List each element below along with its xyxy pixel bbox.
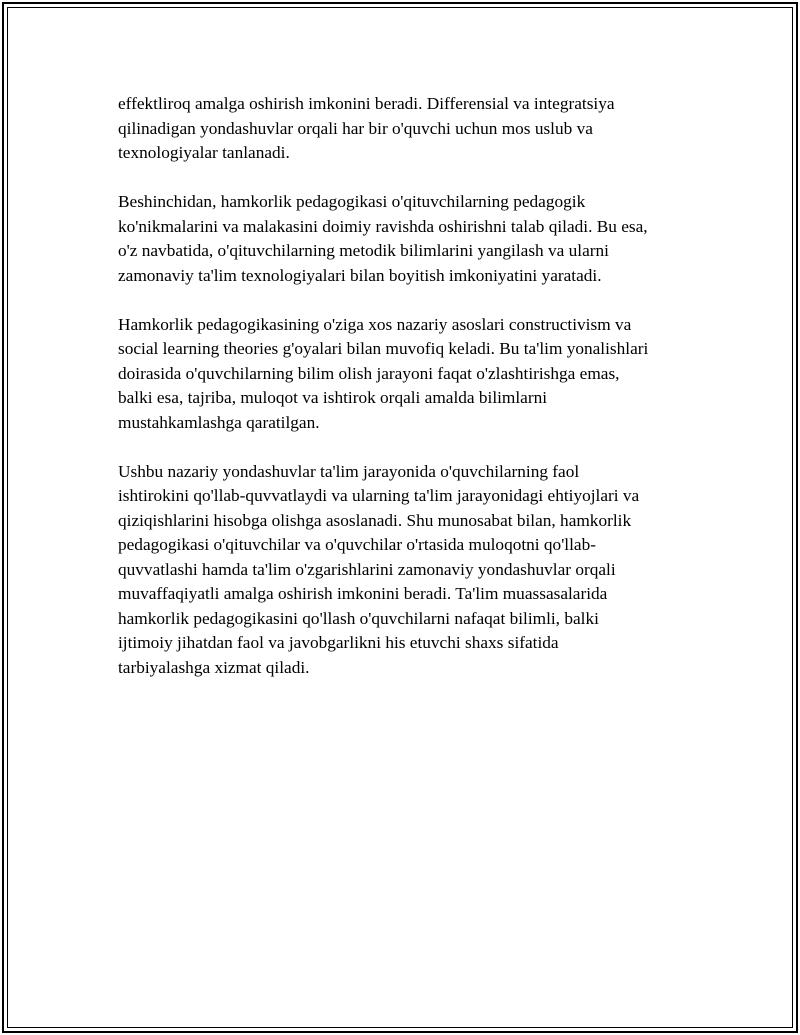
- document-body: [118, 92, 698, 705]
- paragraph: Beshinchidan, hamkorlik pedagogikasi o'qituvchilarning pedagogik ko'nikmalarini va malakasini doimiy ravishda oshirishni talab qiladi. Bu esa, o'z navbatida, o'qituvchilarning metodik bilimlarini yangilash va ularni zamonaviy ta'lim texnologiyalari bilan boyitish imkoniyatini yaratadi.: [118, 192, 648, 285]
- paragraph: Hamkorlik pedagogikasining o'ziga xos nazariy asoslari constructivism va social learning theories g'oyalari bilan muvofiq keladi. Bu ta'lim yonalishlari doirasida o'quvchilarning bilim olish jarayoni faqat o'zlashtirishga emas, balki esa, tajriba, muloqot va ishtirok orqali amalda bilimlarni mustahkamlashga qaratilgan.: [118, 314, 649, 432]
- paragraph: Ushbu nazariy yondashuvlar ta'lim jarayonida o'quvchilarning faol ishtirokini qo'llab-quvvatlaydi va ularning ta'lim jarayonidagi ehtiyojlari va qiziqishlarini hisobga olishga asoslanadi. Shu munosabat bilan, hamkorlik pedagogikasi o'qituvchilar va o'quvchilar o'rtasida muloqotni qo'llab- quvvatlashi hamda ta'lim o'zgarishlarini zamonaviy yondashuvlar orqali muvaffaqiyatli amalga oshirish imkonini beradi. Ta'lim muassasalarida hamkorlik pedagogikasini qo'llash o'quvchilarni nafaqat bilimli, balki ijtimoiy jihatdan faol va javobgarlikni his etuvchi shaxs sifatida tarbiyalashga xizmat qiladi.: [118, 461, 640, 677]
- paragraph: effektliroq amalga oshirish imkonini beradi. Differensial va integratsiya qilinadigan yondashuvlar orqali har bir o'quvchi uchun mos uslub va texnologiyalar tanlanadi.: [118, 94, 615, 162]
